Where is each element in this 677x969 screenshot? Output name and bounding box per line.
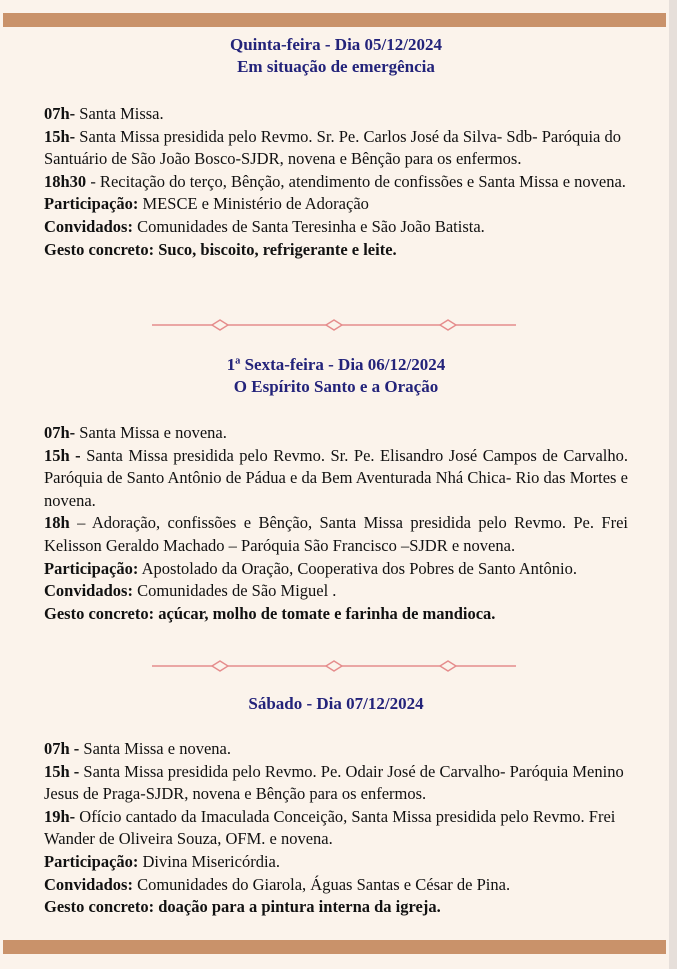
schedule-entry <box>44 445 628 513</box>
entry-label: 19h- <box>44 806 76 826</box>
entry-text: açúcar, molho de tomate e farinha de mandioca. <box>154 603 496 623</box>
entry-label: Convidados: <box>44 216 133 236</box>
entry-text: Comunidades de São Miguel . <box>132 581 337 601</box>
schedule-list <box>44 103 628 261</box>
participation-entry <box>44 193 628 216</box>
section-heading <box>44 693 628 715</box>
entry-text: Apostolado da Oração, Cooperativa dos Pobres de Santo Antônio. <box>138 558 577 578</box>
guests-entry <box>44 874 628 897</box>
schedule-entry <box>44 126 628 171</box>
entry-text: Santa Missa. <box>75 104 164 123</box>
heading-line-theme: O Espírito Santo e a Oração <box>233 377 439 396</box>
entry-text: doação para a pintura interna da igreja. <box>154 897 441 917</box>
participation-entry <box>44 851 628 874</box>
entry-text: Comunidades do Giarola, Águas Santas e César de Pina. <box>132 874 511 894</box>
entry-text: Santa Missa e novena. <box>75 423 227 442</box>
entry-text: Suco, biscoito, refrigerante e leite. <box>154 239 397 259</box>
entry-text: Ofício cantado da Imaculada Conceição, Santa Missa presidida pelo Revmo. Frei Wander de Oliveira Souza, OFM. e novena. <box>44 806 616 849</box>
entry-text: MESCE e Ministério de Adoração <box>138 194 369 214</box>
schedule-list <box>44 422 628 625</box>
entry-label: 07h- <box>44 104 76 123</box>
concrete-gesture-entry <box>44 896 628 919</box>
entry-label: 07h - <box>44 739 80 758</box>
entry-label: Participação: <box>44 851 139 871</box>
section-friday <box>44 354 628 625</box>
entry-label: 18h <box>44 513 70 533</box>
entry-label: 15h - <box>44 761 80 781</box>
entry-text: Santa Missa presidida pelo Revmo. Pe. Odair José de Carvalho- Paróquia Menino Jesus de Praga-SJDR, novena e Bênção para os enfermos. <box>44 761 624 804</box>
entry-text: Comunidades de Santa Teresinha e São João Batista. <box>132 216 485 236</box>
top-border-bar <box>3 13 666 27</box>
concrete-gesture-entry <box>44 603 628 626</box>
heading-line-date: Sábado - Dia 07/12/2024 <box>248 694 424 713</box>
entry-text: – Adoração, confissões e Bênção, Santa Missa presidida pelo Revmo. Pe. Frei Kelisson Geraldo Machado – Paróquia São Francisco –SJDR e novena. <box>44 513 628 555</box>
guests-entry <box>44 580 628 603</box>
entry-label: 15h - <box>44 445 81 465</box>
entry-label: Gesto concreto: <box>44 603 155 623</box>
heading-line-date: Quinta-feira - Dia 05/12/2024 <box>229 35 442 54</box>
entry-label: 18h30 <box>44 171 87 191</box>
participation-entry <box>44 558 628 581</box>
bottom-border-bar <box>3 940 666 954</box>
entry-text: Santa Missa presidida pelo Revmo. Sr. Pe. Carlos José da Silva- Sdb- Paróquia do Santuário de São João Bosco-SJDR, novena e Bênção para os enfermos. <box>44 126 621 169</box>
ornament-divider <box>152 659 516 673</box>
entry-label: 15h- <box>44 126 76 146</box>
page-edge <box>669 0 677 969</box>
heading-line-date: 1ª Sexta-feira - Dia 06/12/2024 <box>226 355 446 374</box>
schedule-entry <box>44 761 628 806</box>
section-heading <box>44 34 628 78</box>
entry-text: Divina Misericórdia. <box>138 851 280 871</box>
schedule-entry <box>44 422 628 445</box>
entry-label: Gesto concreto: <box>44 239 155 259</box>
schedule-list <box>44 738 628 919</box>
entry-label: Convidados: <box>44 581 133 601</box>
section-heading <box>44 354 628 398</box>
entry-label: Participação: <box>44 558 139 578</box>
schedule-entry <box>44 806 628 851</box>
entry-label: Participação: <box>44 194 139 214</box>
concrete-gesture-entry <box>44 239 628 262</box>
entry-label: Convidados: <box>44 874 133 894</box>
entry-label: 07h- <box>44 423 76 442</box>
section-saturday <box>44 693 628 919</box>
section-thursday <box>44 34 628 261</box>
entry-text: Santa Missa e novena. <box>79 739 231 758</box>
schedule-entry <box>44 512 628 557</box>
entry-label: Gesto concreto: <box>44 897 155 917</box>
heading-line-theme: Em situação de emergência <box>237 57 435 76</box>
schedule-entry <box>44 738 628 761</box>
guests-entry <box>44 216 628 239</box>
schedule-entry <box>44 171 628 194</box>
ornament-divider <box>152 318 516 332</box>
entry-text: Santa Missa presidida pelo Revmo. Sr. Pe. Elisandro José Campos de Carvalho. Paróquia de Santo Antônio de Pádua e da Bem Aventurada Nhá Chica- Rio das Mortes e novena. <box>44 445 629 510</box>
schedule-entry <box>44 103 628 126</box>
entry-text: - Recitação do terço, Bênção, atendimento de confissões e Santa Missa e novena. <box>86 171 626 191</box>
